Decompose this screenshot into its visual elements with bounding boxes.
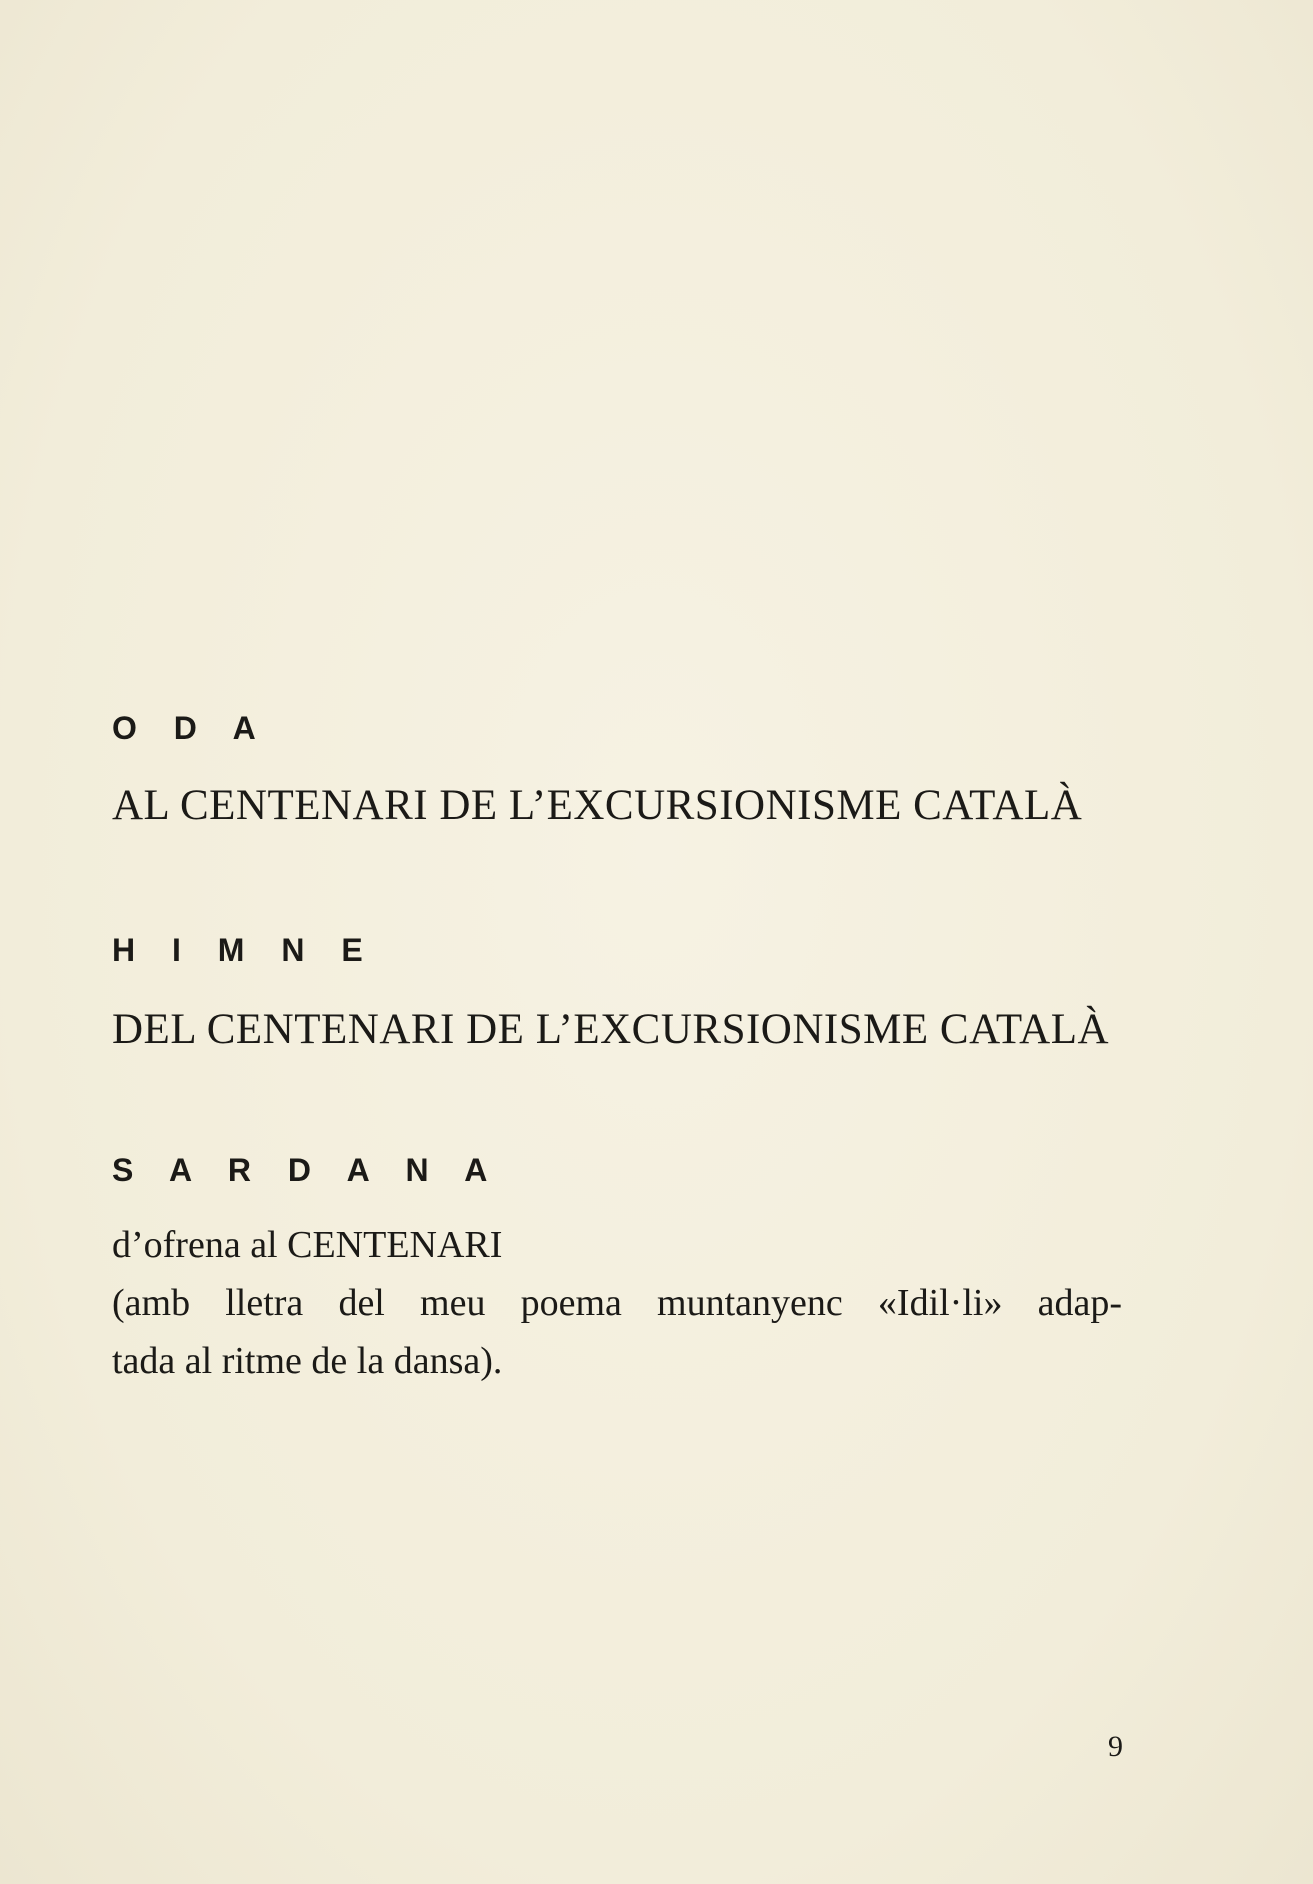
sardana-heading: S A R D A N A <box>112 1152 502 1188</box>
page-number: 9 <box>1108 1730 1123 1763</box>
sardana-line-3: tada al ritme de la dansa). <box>112 1340 503 1382</box>
oda-section <box>112 708 1132 834</box>
sardana-line-2: (amb lletra del meu poema muntanyenc «Idil·li» adap- <box>112 1282 1122 1324</box>
sardana-section <box>112 1150 1132 1390</box>
himne-section <box>112 930 1132 1058</box>
oda-heading: O D A <box>112 710 270 746</box>
oda-subtitle: AL CENTENARI DE L’EXCURSIONISME CATALÀ <box>112 782 1083 829</box>
himne-subtitle: DEL CENTENARI DE L’EXCURSIONISME CATALÀ <box>112 1006 1110 1053</box>
sardana-line-1: d’ofrena al CENTENARI <box>112 1224 503 1266</box>
himne-heading: H I M N E <box>112 932 377 968</box>
